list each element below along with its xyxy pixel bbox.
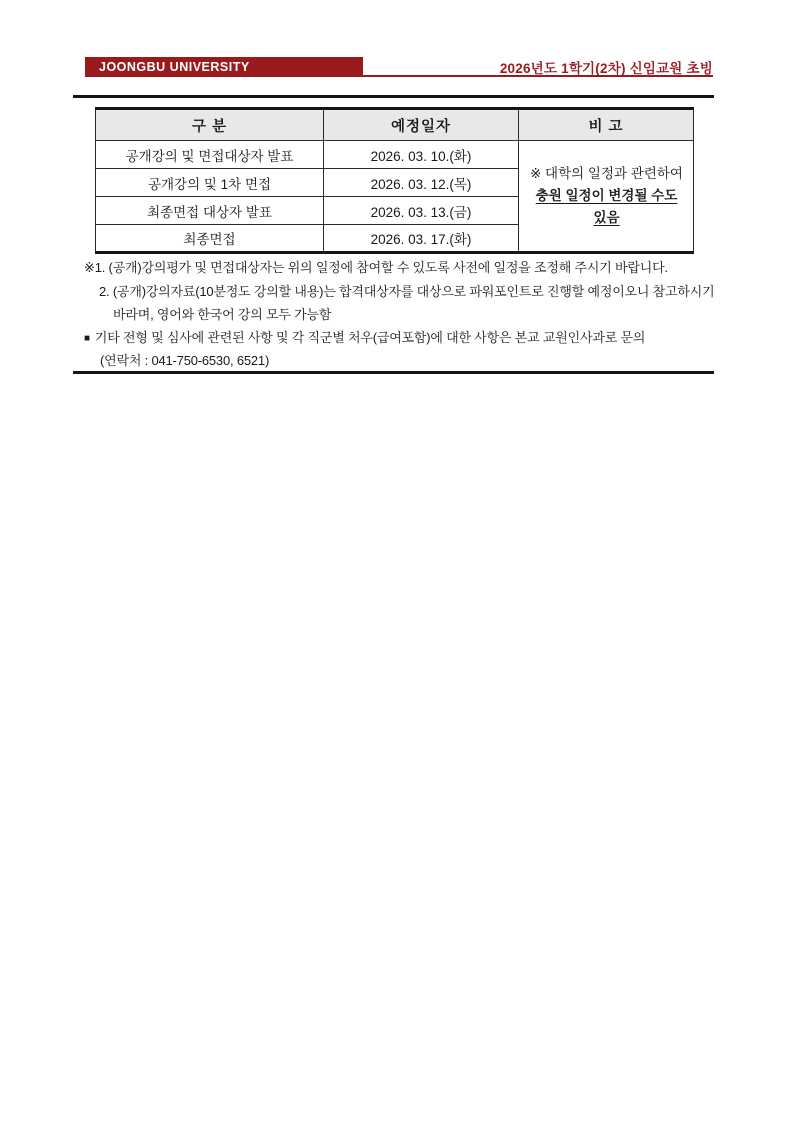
remark-prefix: ※ 대학의 일정과 관련하여 <box>530 165 683 181</box>
cell-category: 최종면접 대상자 발표 <box>96 197 324 225</box>
note-3-contact: (연락처 : 041-750-6530, 6521) <box>100 353 270 368</box>
table-row <box>96 141 694 169</box>
cell-date: 2026. 03. 10.(화) <box>324 141 519 169</box>
university-brand-banner <box>85 57 363 76</box>
table-header-row <box>96 109 694 141</box>
document-title: 2026년도 1학기(2차) 신임교원 초빙 <box>499 61 713 76</box>
schedule-table <box>95 107 694 254</box>
cell-date: 2026. 03. 17.(화) <box>324 225 519 253</box>
header-category: 구 분 <box>96 109 324 141</box>
top-divider-rule <box>73 95 714 98</box>
remark-emphasis: 충원 일정이 변경될 수도 있음 <box>535 187 678 226</box>
header-remark: 비 고 <box>519 109 694 141</box>
cell-category: 공개강의 및 1차 면접 <box>96 169 324 197</box>
cell-remark <box>519 141 694 253</box>
cell-category: 공개강의 및 면접대상자 발표 <box>96 141 324 169</box>
note-2-line-1: 2. (공개)강의자료(10분정도 강의할 내용)는 합격대상자를 대상으로 파워포인트로 진행할 예정이오니 참고하시기 <box>99 284 715 299</box>
cell-category: 최종면접 <box>96 225 324 253</box>
header-date: 예정일자 <box>324 109 519 141</box>
cell-date: 2026. 03. 13.(금) <box>324 197 519 225</box>
note-3-text: 기타 전형 및 심사에 관련된 사항 및 각 직군별 처우(급여포함)에 대한 사항은 본교 교원인사과로 문의 <box>94 330 646 345</box>
university-brand-label: JOONGBU UNIVERSITY <box>99 59 250 74</box>
square-bullet-icon: ■ <box>84 333 90 344</box>
note-1: ※1. (공개)강의평가 및 면접대상자는 위의 일정에 참여할 수 있도록 사전에 일정을 조정해 주시기 바랍니다. <box>84 260 668 275</box>
cell-date: 2026. 03. 12.(목) <box>324 169 519 197</box>
note-2-line-2: 바라며, 영어와 한국어 강의 모두 가능함 <box>113 307 332 322</box>
bottom-divider-rule <box>73 371 714 374</box>
note-3 <box>84 329 645 347</box>
